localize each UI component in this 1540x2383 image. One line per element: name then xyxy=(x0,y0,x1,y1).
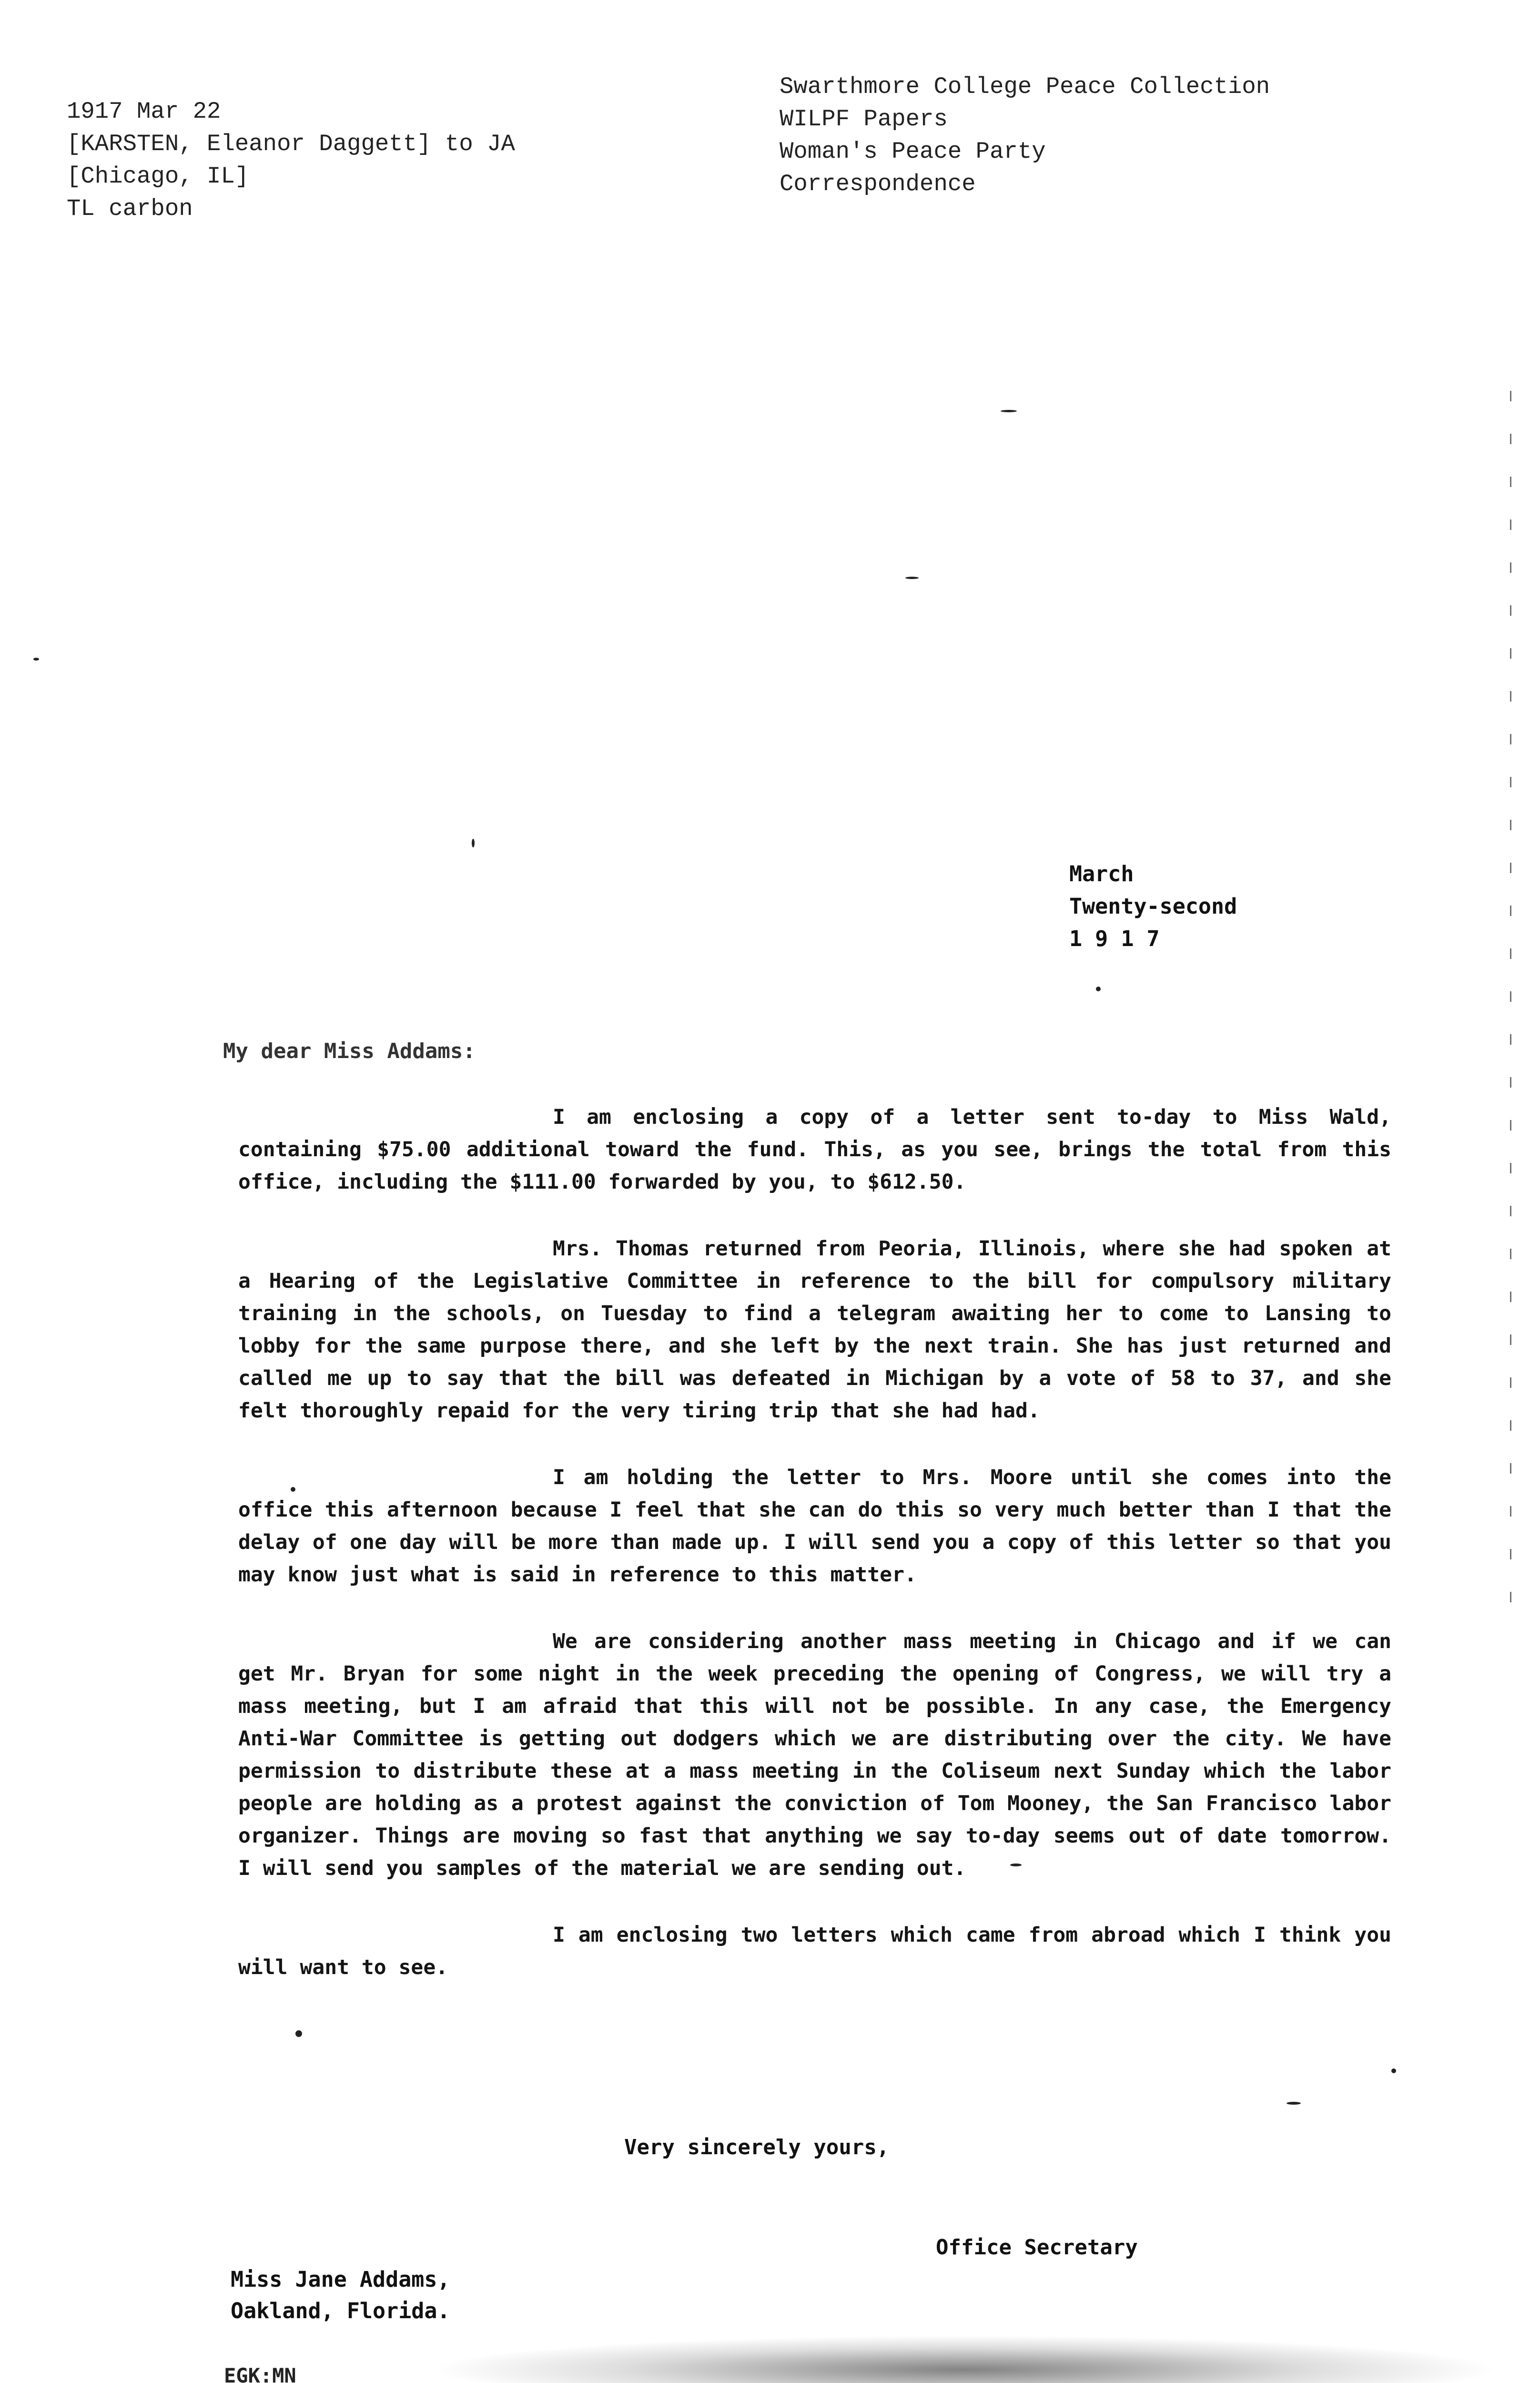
scan-speck xyxy=(1010,1864,1022,1866)
paragraph-5: I am enclosing two letters which came from abroad which I think you will want to see. xyxy=(238,1923,1391,1979)
scan-speck xyxy=(1096,987,1101,991)
collection-subseries: Correspondence xyxy=(780,171,976,197)
paragraph-2: Mrs. Thomas returned from Peoria, Illinois, where she had spoken at a Hearing of the Legislative Committee in reference to the bill for compulsory military training in the schools, on Tuesday to find a telegram awaiting her to come to Lansing to lobby for the same purpose there, and she left by the next train. She has just returned and called me up to say that the bill was defeated in Michigan by a vote of 58 to 37, and she felt thoroughly repaid for the very tiring trip that she had had. xyxy=(238,1237,1391,1423)
archive-metadata xyxy=(67,95,515,225)
scan-speck xyxy=(1391,2068,1396,2073)
collection-name: Swarthmore College Peace Collection xyxy=(780,73,1270,100)
paragraph-1: I am enclosing a copy of a letter sent to-day to Miss Wald, containing $75.00 additional toward the fund. This, as you see, brings the total from this office, including the $111.00 forwarded by you, to $612.50. xyxy=(238,1105,1391,1194)
meta-place: [Chicago, IL] xyxy=(67,163,249,190)
date-month: March xyxy=(1069,861,1134,886)
scan-speck xyxy=(472,839,475,847)
scan-speck xyxy=(1001,410,1017,412)
recipient-name: Miss Jane Addams, xyxy=(231,2267,450,2292)
meta-author: [KARSTEN, Eleanor Daggett] to JA xyxy=(67,131,515,157)
scan-speck xyxy=(291,1487,295,1492)
collection-info xyxy=(780,71,1270,200)
meta-date: 1917 Mar 22 xyxy=(67,98,221,125)
scan-smudge xyxy=(429,2335,1501,2383)
date-year: 1 9 1 7 xyxy=(1069,926,1160,951)
date-day: Twenty-second xyxy=(1069,894,1237,919)
scan-speck xyxy=(1287,2102,1301,2105)
scan-edge-artifact xyxy=(1510,391,1511,1630)
scan-speck xyxy=(33,658,39,661)
letter-date xyxy=(1069,858,1237,955)
letter-body xyxy=(238,1101,1391,2018)
closing: Very sincerely yours, xyxy=(624,2135,890,2159)
salutation: My dear Miss Addams: xyxy=(223,1039,476,1063)
scan-speck xyxy=(295,2030,302,2037)
scan-speck xyxy=(905,577,919,579)
paragraph-4: We are considering another mass meeting in Chicago and if we can get Mr. Bryan for some night in the week preceding the opening of Congress, we will try a mass meeting, but I am afraid that this will not be possible. In any case, the Emergency Anti-War Committee is getting out dodgers which we are distributing over the city. We have permission to distribute these at a mass meeting in the Coliseum next Sunday which the labor people are holding as a protest against the conviction of Tom Mooney, the San Francisco labor organizer. Things are moving so fast that anything we say to-day seems out of date tomorrow. I will send you samples of the material we are sending out. xyxy=(238,1629,1391,1880)
typist-initials: EGK:MN xyxy=(224,2364,296,2383)
collection-papers: WILPF Papers xyxy=(780,106,948,132)
meta-type: TL carbon xyxy=(67,195,193,222)
signature-title: Office Secretary xyxy=(936,2235,1138,2260)
collection-series: Woman's Peace Party xyxy=(780,138,1046,165)
recipient-location: Oakland, Florida. xyxy=(231,2298,450,2323)
paragraph-3: I am holding the letter to Mrs. Moore until she comes into the office this afternoon because I feel that she can do this so very much better than I that the delay of one day will be more than made up. I will send you a copy of this letter so that you may know just what is said in reference to this matter. xyxy=(238,1466,1391,1587)
recipient-address xyxy=(231,2264,450,2327)
